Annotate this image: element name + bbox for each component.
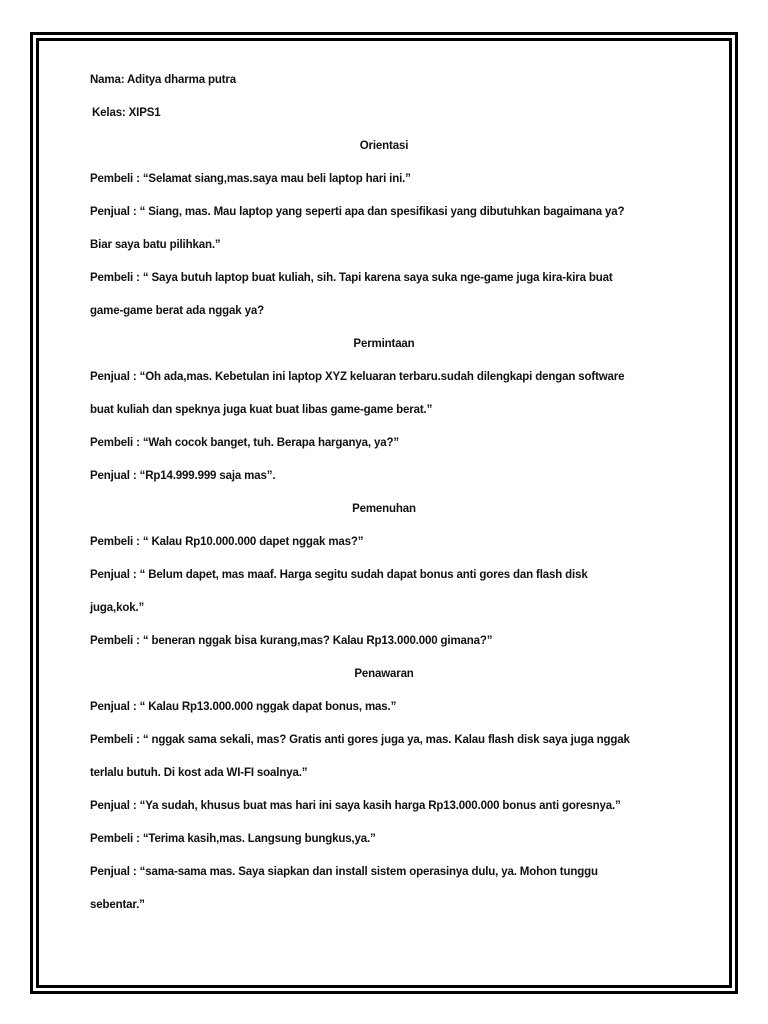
dialogue-line: Pembeli : “ Saya butuh laptop buat kuliah, sih. Tapi karena saya suka nge-game juga kira-kira buat <box>90 272 613 284</box>
dialogue-line: Pembeli : “ beneran nggak bisa kurang,mas? Kalau Rp13.000.000 gimana?” <box>90 635 493 647</box>
student-class: Kelas: XIPS1 <box>92 107 161 119</box>
dialogue-line: Penjual : “Rp14.999.999 saja mas”. <box>90 470 276 482</box>
dialogue-line: buat kuliah dan speknya juga kuat buat libas game-game berat.” <box>90 404 433 416</box>
dialogue-line: Pembeli : “ nggak sama sekali, mas? Gratis anti gores juga ya, mas. Kalau flash disk saya juga nggak <box>90 734 630 746</box>
dialogue-line: Pembeli : “Terima kasih,mas. Langsung bungkus,ya.” <box>90 833 376 845</box>
section-heading-permintaan: Permintaan <box>353 338 415 350</box>
document-body <box>90 64 678 922</box>
dialogue-line: Penjual : “ Belum dapet, mas maaf. Harga segitu sudah dapat bonus anti gores dan flash disk <box>90 569 588 581</box>
dialogue-line: Pembeli : “Selamat siang,mas.saya mau beli laptop hari ini.” <box>90 173 411 185</box>
dialogue-line: Biar saya batu pilihkan.” <box>90 239 221 251</box>
dialogue-line: Penjual : “ Kalau Rp13.000.000 nggak dapat bonus, mas.” <box>90 701 397 713</box>
dialogue-line: Pembeli : “Wah cocok banget, tuh. Berapa harganya, ya?” <box>90 437 399 449</box>
student-name: Nama: Aditya dharma putra <box>90 74 236 86</box>
dialogue-line: Penjual : “Oh ada,mas. Kebetulan ini laptop XYZ keluaran terbaru.sudah dilengkapi dengan software <box>90 371 625 383</box>
dialogue-line: Penjual : “sama-sama mas. Saya siapkan dan install sistem operasinya dulu, ya. Mohon tunggu <box>90 866 598 878</box>
dialogue-line: Pembeli : “ Kalau Rp10.000.000 dapet nggak mas?” <box>90 536 364 548</box>
dialogue-line: game-game berat ada nggak ya? <box>90 305 264 317</box>
section-heading-pemenuhan: Pemenuhan <box>352 503 416 515</box>
dialogue-line: juga,kok.” <box>90 602 145 614</box>
dialogue-line: terlalu butuh. Di kost ada WI-FI soalnya.” <box>90 767 308 779</box>
section-heading-penawaran: Penawaran <box>354 668 414 680</box>
dialogue-line: Penjual : “ Siang, mas. Mau laptop yang seperti apa dan spesifikasi yang dibutuhkan bagaimana ya? <box>90 206 625 218</box>
dialogue-line: sebentar.” <box>90 899 145 911</box>
section-heading-orientasi: Orientasi <box>359 140 409 152</box>
dialogue-line: Penjual : “Ya sudah, khusus buat mas hari ini saya kasih harga Rp13.000.000 bonus anti goresnya.” <box>90 800 621 812</box>
